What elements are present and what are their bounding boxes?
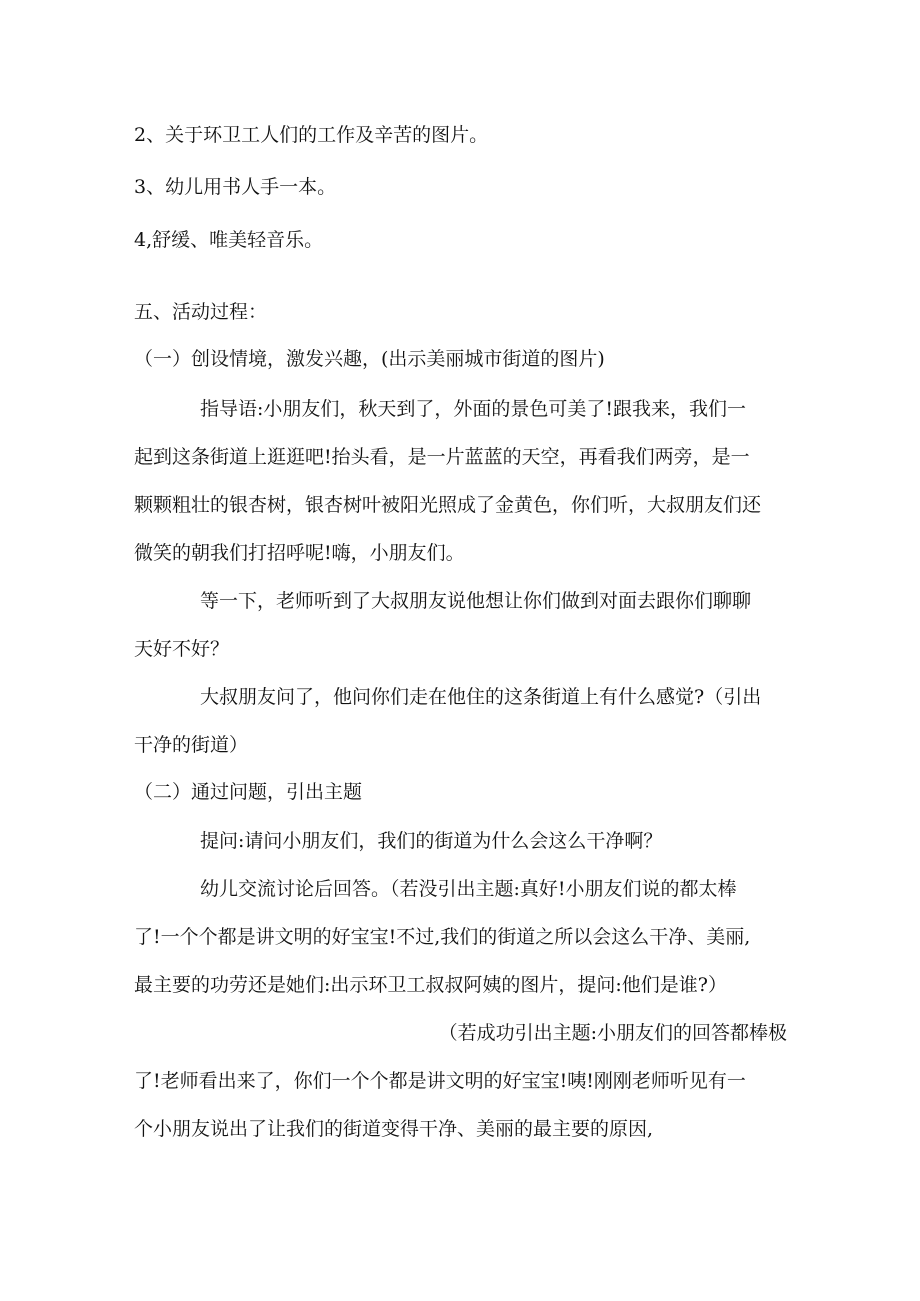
paragraph-line: 最主要的功劳还是她们:出示环卫工叔叔阿姨的图片，提问:他们是谁?） (134, 974, 727, 996)
paragraph-line: （若成功引出主题:小朋友们的回答都棒极 (438, 1022, 787, 1044)
paragraph-line: 等一下，老师听到了大叔朋友说他想让你们做到对面去跟你们聊聊 (200, 590, 752, 612)
material-item-4: 4,舒缓、唯美轻音乐。 (134, 229, 324, 251)
paragraph-line: 了!老师看出来了，你们一个个都是讲文明的好宝宝!咦!刚刚老师听见有一 (134, 1070, 746, 1092)
paragraph-line: 了!一个个都是讲文明的好宝宝!不过,我们的街道之所以会这么干净、美丽, (134, 926, 751, 948)
part2-heading: （二）通过问题，引出主题 (134, 781, 363, 803)
part1-heading: （一）创设情境，激发兴趣，(出示美丽城市街道的图片) (134, 348, 605, 370)
paragraph-line: 指导语:小朋友们，秋天到了，外面的景色可美了!跟我来，我们一 (200, 398, 747, 420)
paragraph-line: 微笑的朝我们打招呼呢!嗨，小朋友们。 (134, 542, 465, 564)
paragraph-line: 个小朋友说出了让我们的街道变得干净、美丽的最主要的原因, (134, 1118, 654, 1140)
paragraph-line: 干净的街道） (134, 734, 249, 756)
paragraph-line: 幼儿交流讨论后回答。（若没引出主题:真好!小朋友们说的都太棒 (200, 878, 737, 900)
paragraph-line: 起到这条街道上逛逛吧!抬头看，是一片蓝蓝的天空，再看我们两旁，是一 (134, 446, 750, 468)
material-item-3: 3、幼儿用书人手一本。 (134, 176, 337, 198)
paragraph-line: 大叔朋友问了，他问你们走在他住的这条街道上有什么感觉?（引出 (200, 686, 762, 708)
paragraph-line: 提问:请问小朋友们，我们的街道为什么会这么干净啊？ (200, 830, 663, 852)
material-item-2: 2、关于环卫工人们的工作及辛苦的图片。 (134, 124, 489, 146)
paragraph-line: 颗颗粗壮的银杏树，银杏树叶被阳光照成了金黄色，你们听，大叔朋友们还 (134, 494, 762, 516)
paragraph-line: 天好不好？ (134, 638, 230, 660)
section-heading: 五、活动过程： (134, 301, 268, 323)
